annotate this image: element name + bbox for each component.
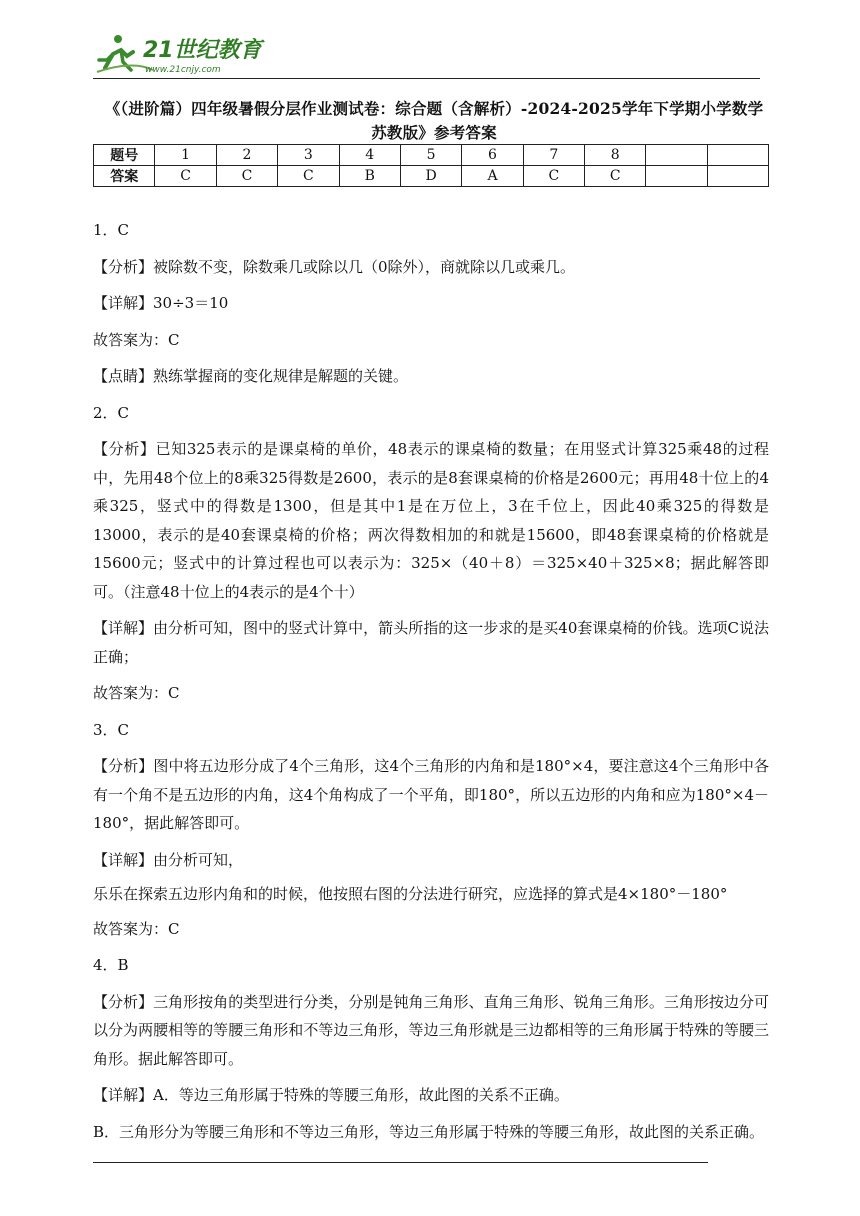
section-tag: 【点睛】	[93, 367, 154, 385]
table-cell: C	[523, 166, 584, 187]
detail-line: B．三角形分为等腰三角形和不等边三角形，等边三角形属于特殊的等腰三角形，故此图的关系正确。	[93, 1122, 765, 1141]
table-cell	[707, 166, 768, 187]
table-row	[94, 166, 769, 187]
table-cell: C	[155, 166, 216, 187]
footer-divider	[93, 1162, 708, 1163]
section-text: 图中将五边形分成了4个三角形，这4个三角形的内角和是180°×4，要注意这4个三角形中各有一个角不是五边形的内角，这4个角构成了一个平角，即180°，所以五边形的内角和应为180°×4－180°，据此解答即可。	[93, 757, 769, 832]
table-row	[94, 145, 769, 166]
detail-paragraph	[93, 289, 769, 318]
section-text: 由分析可知，图中的竖式计算中，箭头所指的这一步求的是买40套课桌椅的价钱。选项C说法正确；	[93, 619, 769, 666]
table-cell: C	[585, 166, 646, 187]
section-tag: 【分析】	[93, 757, 154, 775]
answer-line: 故答案为：C	[93, 330, 180, 349]
section-text: 30÷3＝10	[153, 294, 229, 312]
page-title: 《（进阶篇）四年级暑假分层作业测试卷：综合题（含解析）-2024-2025学年下学期小学数学苏教版》参考答案	[104, 99, 764, 142]
question-heading: 4．B	[93, 956, 129, 974]
section-text: 熟练掌握商的变化规律是解题的关键。	[153, 367, 409, 385]
table-cell: 6	[462, 145, 523, 166]
tip-paragraph	[93, 362, 769, 391]
section-tag: 【分析】	[93, 257, 154, 276]
table-cell: B	[339, 166, 400, 187]
detail-line: 乐乐在探索五边形内角和的时候，他按照右图的分法进行研究，应选择的算式是4×180°－180°	[93, 885, 728, 903]
table-cell: A	[462, 166, 523, 187]
table-cell: 8	[585, 145, 646, 166]
logo-icon	[93, 30, 273, 78]
table-cell: D	[400, 166, 461, 187]
table-cell: 5	[400, 145, 461, 166]
section-tag: 【详解】	[93, 619, 154, 637]
table-cell: 4	[339, 145, 400, 166]
answer-table	[93, 144, 769, 187]
table-cell: 3	[278, 145, 339, 166]
table-cell	[646, 166, 707, 187]
table-cell	[646, 145, 707, 166]
table-cell: 1	[155, 145, 216, 166]
section-tag: 【详解】	[93, 850, 154, 869]
table-header-cell: 题号	[94, 145, 155, 166]
table-cell: 2	[216, 145, 277, 166]
logo	[93, 30, 273, 78]
answer-content	[93, 216, 769, 1154]
analysis-paragraph	[93, 752, 769, 838]
section-text: 已知325表示的是课桌椅的单价，48表示的课桌椅的数量；在用竖式计算325乘48的过程中，先用48个位上的8乘325得数是2600，表示的是8套课桌椅的价格是2600元；再用48十位上的4乘325，竖式中的得数是1300，但是其中1是在万位上，3在千位上，因此40乘325的得数是13000，表示的是40套课桌椅的价格；两次得数相加的和就是15600，即48套课桌椅的价格就是15600元；竖式中的计算过程也可以表示为：325×（40＋8）＝325×40＋325×8；据此解答即可。（注意48十位上的4表示的是4个十）	[93, 440, 769, 601]
table-header-cell: 答案	[94, 166, 155, 187]
svg-text:21世纪教育: 21世纪教育	[143, 38, 262, 63]
section-tag: 【详解】	[93, 1086, 154, 1104]
table-cell	[707, 145, 768, 166]
table-cell: C	[278, 166, 339, 187]
table-cell: 7	[523, 145, 584, 166]
analysis-paragraph	[93, 988, 769, 1074]
svg-text:www.21cnjy.com: www.21cnjy.com	[145, 65, 221, 75]
page-header	[93, 30, 760, 80]
section-text: 被除数不变，除数乘几或除以几（0除外），商就除以几或乘几。	[153, 257, 576, 276]
section-text: 三角形按角的类型进行分类，分别是钝角三角形、直角三角形、锐角三角形。三角形按边分可以分为两腰相等的等腰三角形和不等边三角形，等边三角形就是三边都相等的三角形属于特殊的等腰三角形。据此解答即可。	[93, 992, 769, 1068]
section-text: A．等边三角形属于特殊的等腰三角形，故此图的关系不正确。	[153, 1086, 569, 1104]
header-divider	[93, 78, 760, 79]
section-text: 由分析可知，	[153, 850, 244, 869]
detail-paragraph	[93, 1081, 769, 1110]
analysis-paragraph	[93, 435, 769, 606]
section-tag: 【分析】	[93, 440, 156, 458]
section-tag: 【详解】	[93, 294, 154, 312]
detail-paragraph	[93, 614, 769, 671]
analysis-paragraph	[93, 253, 769, 282]
section-tag: 【分析】	[93, 992, 154, 1011]
answer-line: 故答案为：C	[93, 684, 180, 702]
question-heading: 1．C	[93, 221, 130, 239]
answer-line: 故答案为：C	[93, 919, 180, 938]
question-heading: 3．C	[93, 720, 130, 739]
question-heading: 2．C	[93, 403, 130, 422]
detail-paragraph	[93, 846, 769, 875]
table-cell: C	[216, 166, 277, 187]
